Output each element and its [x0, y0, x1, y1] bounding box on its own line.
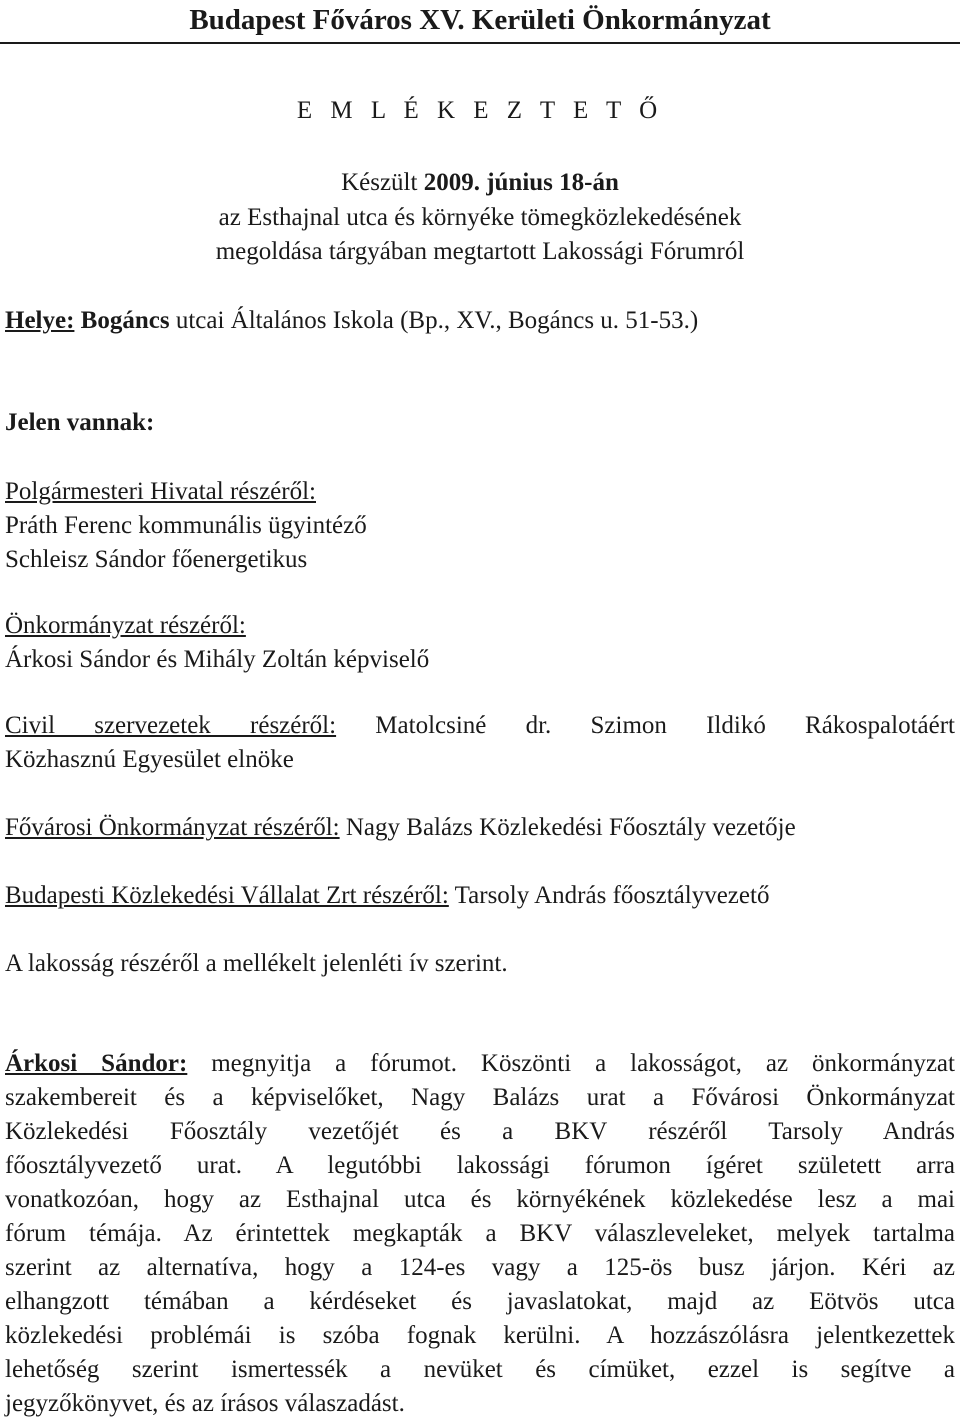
capital-label: Fővárosi Önkormányzat részéről: [5, 814, 340, 841]
place-line [5, 304, 698, 338]
municipality-section [5, 609, 955, 677]
speaker-name: Árkosi Sándor: [5, 1050, 188, 1077]
header-divider [0, 42, 960, 44]
public-section [5, 947, 955, 981]
speech-line: lehetőség szerint ismertessék a nevüket és címüket, ezzel is segítve a [5, 1356, 955, 1383]
public-line: A lakosság részéről a mellékelt jelenléti ív szerint. [5, 950, 508, 977]
place-rest: utcai Általános Iskola (Bp., XV., Bogáncs u. 51-53.) [169, 307, 699, 334]
speech-line: szerint az alternatíva, hogy a 124-es vagy a 125-ös busz járjon. Kéri az [5, 1254, 955, 1281]
speech-line [5, 1047, 955, 1081]
speech-line: vonatkozóan, hogy az Esthajnal utca és környékének közlekedése lesz a mai [5, 1186, 955, 1213]
made-line [0, 166, 960, 200]
speech-line: szakembereit és a képviselőket, Nagy Balázs urat a Fővárosi Önkormányzat [5, 1084, 955, 1111]
bkv-label: Budapesti Közlekedési Vállalat Zrt részéről: [5, 882, 449, 909]
present-label: Jelen vannak: [5, 409, 155, 436]
bkv-rest: Tarsoly András főosztályvezető [448, 882, 770, 909]
speech-paragraph [5, 1047, 955, 1421]
attendee: Práth Ferenc kommunális ügyintéző [5, 512, 367, 539]
attendee: Schleisz Sándor főenergetikus [5, 546, 308, 573]
speech-line: fórum témája. Az érintettek megkapták a BKV válaszleveleket, melyek tartalma [5, 1220, 955, 1247]
speech-last-line: jegyzőkönyvet, és az írásos válaszadást. [5, 1390, 405, 1417]
subject-block [0, 201, 960, 269]
capital-section [5, 811, 955, 845]
municipality-label: Önkormányzat részéről: [5, 612, 246, 639]
civil-label: Civil szervezetek részéről: [5, 712, 337, 739]
civil-line-2: Közhasznú Egyesület elnöke [5, 746, 294, 773]
speech-line: Közlekedési Főosztály vezetőjét és a BKV részéről Tarsoly András [5, 1118, 955, 1145]
civil-rest: Matolcsiné dr. Szimon Ildikó Rákospalotáért [336, 712, 955, 739]
subject-line: az Esthajnal utca és környéke tömegközlekedésének [218, 204, 742, 231]
mayors-office-section [5, 475, 955, 577]
place-name: Bogáncs [74, 307, 170, 334]
mayors-office-label: Polgármesteri Hivatal részéről: [5, 478, 316, 505]
speech-line: közlekedési problémái is szóba fognak kerülni. A hozzászólásra jelentkezettek [5, 1322, 955, 1349]
civil-line-1 [5, 709, 955, 743]
speech-line: főosztályvezető urat. A legutóbbi lakossági fórumon ígéret született arra [5, 1152, 955, 1179]
subject-line: megoldása tárgyában megtartott Lakossági Fórumról [215, 238, 745, 265]
capital-rest: Nagy Balázs Közlekedési Főosztály vezetője [339, 814, 796, 841]
bkv-section [5, 879, 955, 913]
made-date: 2009. június 18-án [423, 169, 619, 196]
speech-line: elhangzott témában a kérdéseket és javaslatokat, majd az Eötvös utca [5, 1288, 955, 1315]
made-prefix: Készült [341, 169, 424, 196]
attendee: Árkosi Sándor és Mihály Zoltán képviselő [5, 646, 430, 673]
document-heading: E M L É K E Z T E T Ő [296, 97, 664, 124]
civil-section [5, 709, 955, 777]
speech-first-rest: megnyitja a fórumot. Köszönti a lakosságot, az önkormányzat [187, 1050, 955, 1077]
capital-line [5, 811, 955, 845]
bkv-line [5, 879, 955, 913]
document-title: Budapest Főváros XV. Kerületi Önkormányzat [189, 4, 771, 36]
place-label: Helye: [5, 307, 75, 334]
